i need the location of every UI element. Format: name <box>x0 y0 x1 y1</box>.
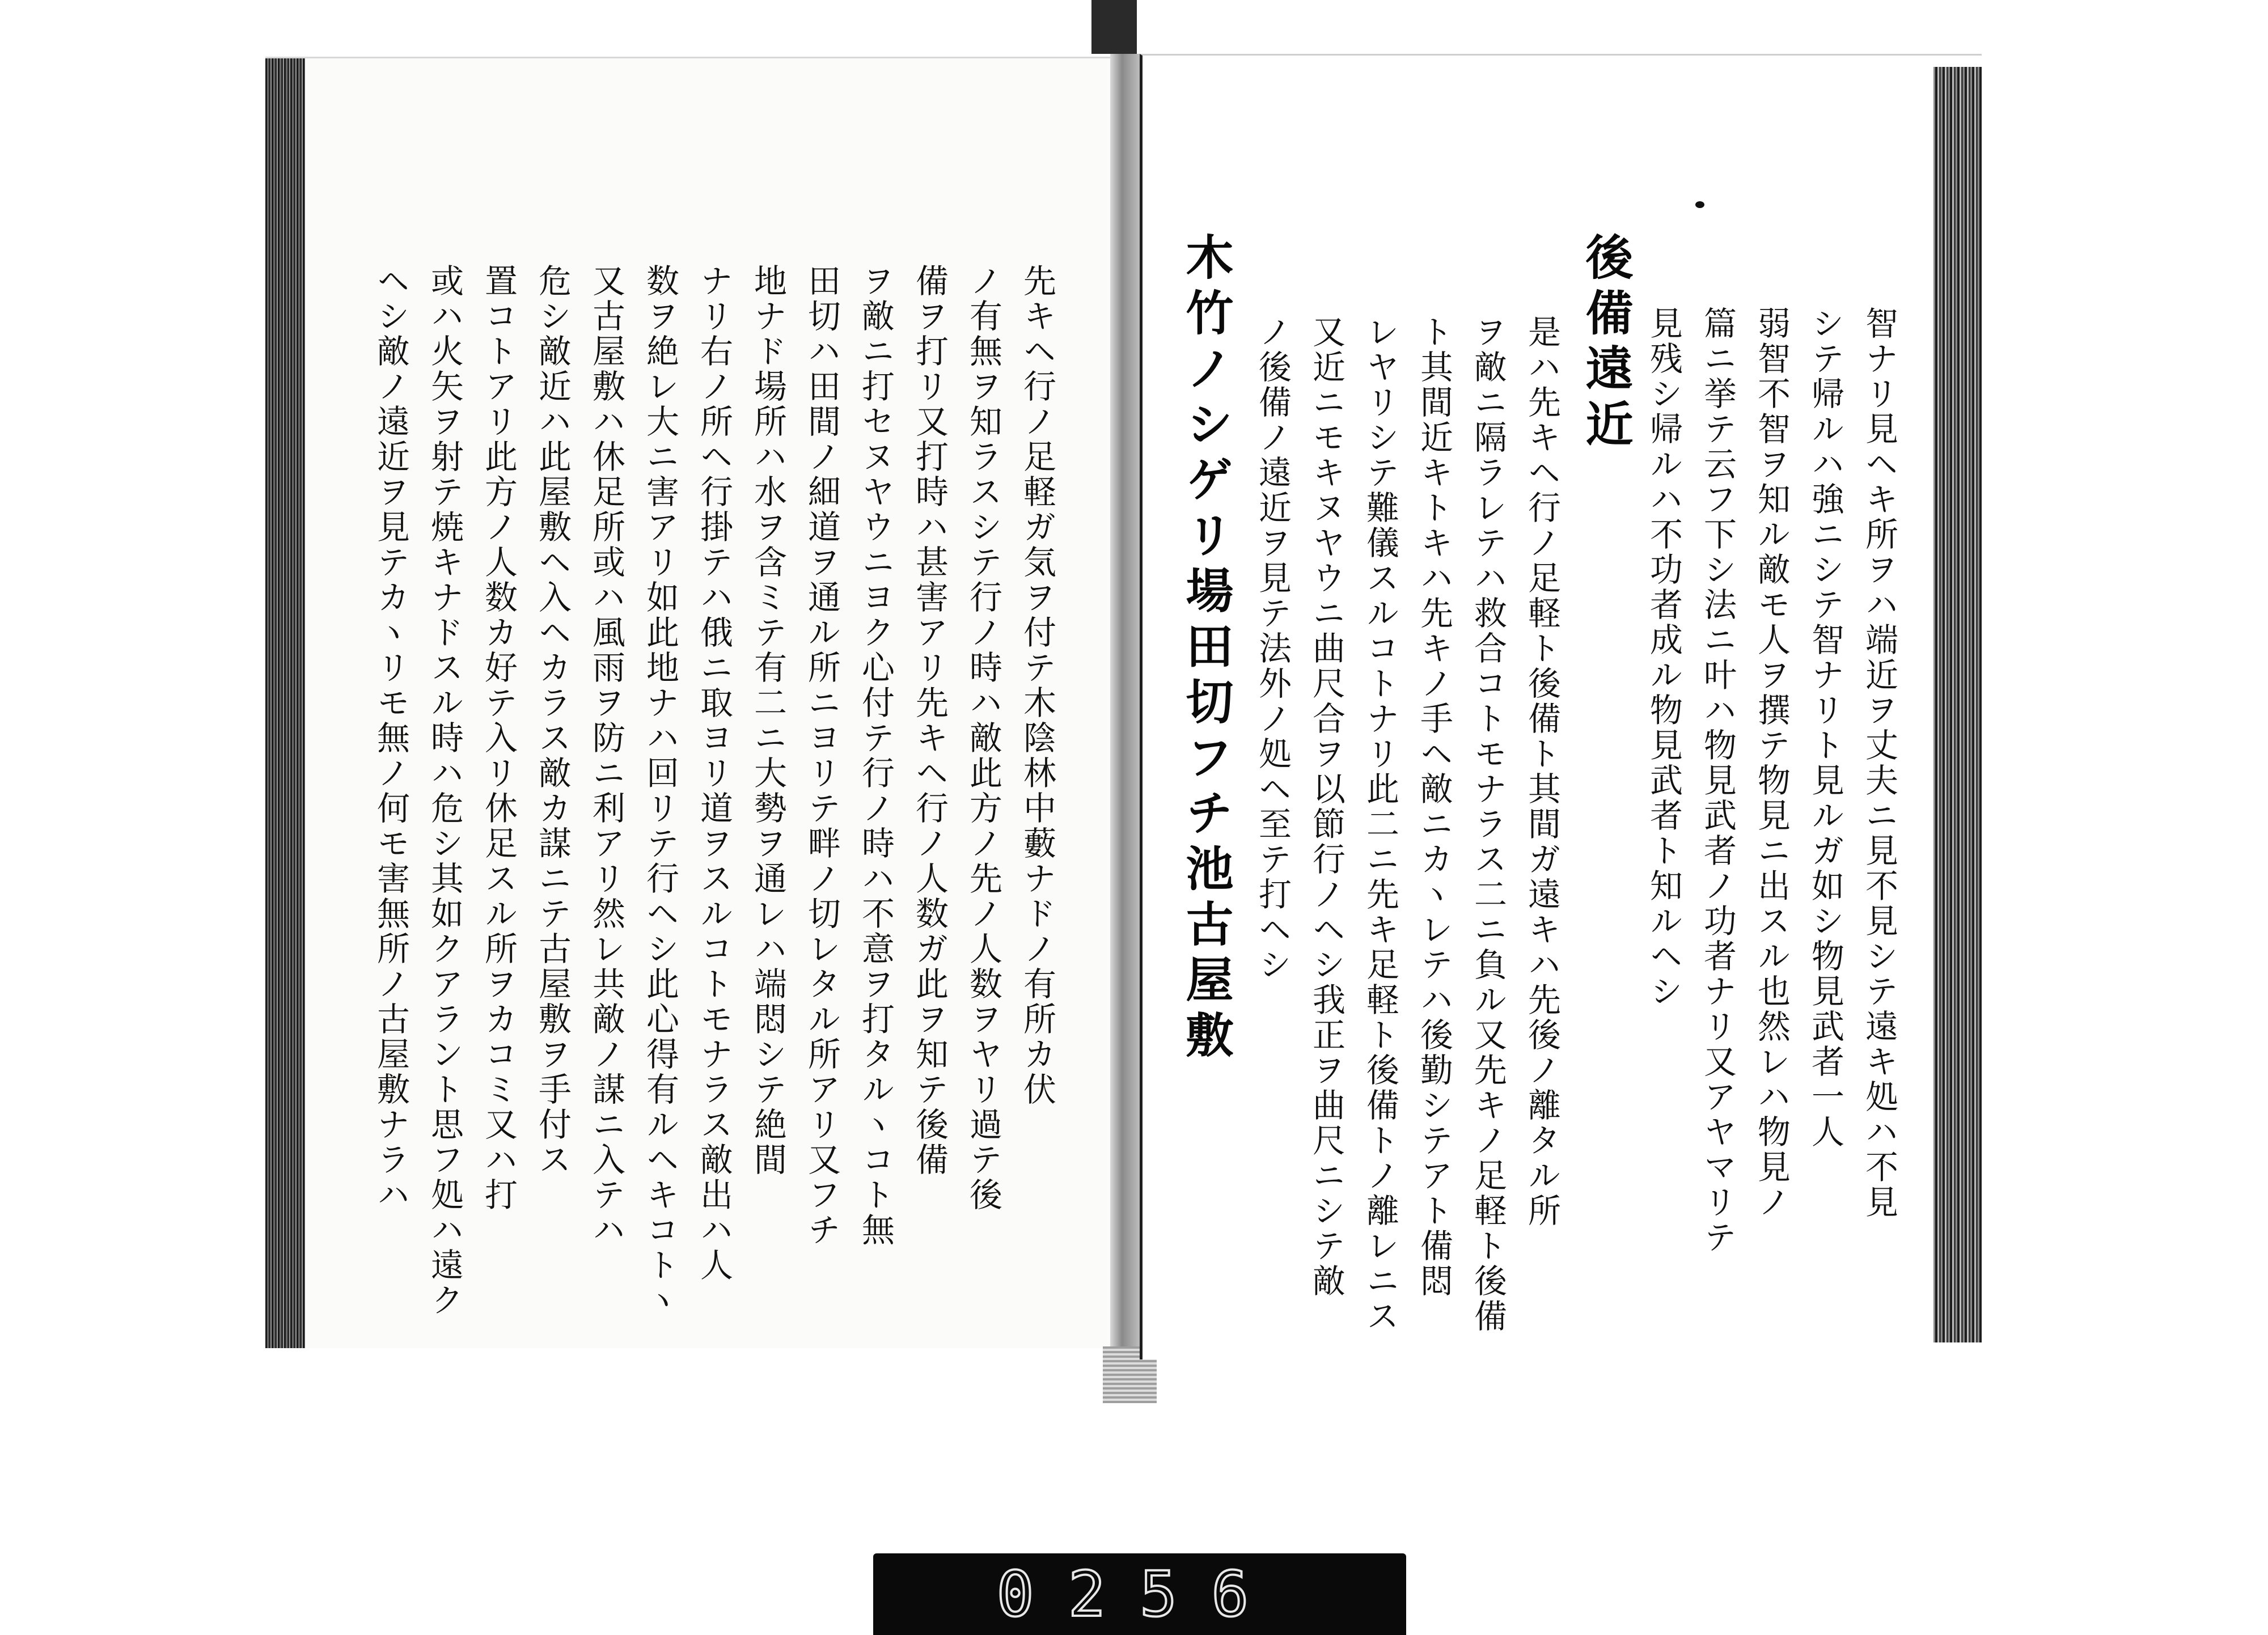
right-text-column: レヤリシテ難儀スルコトナリ此二ニ先キ足軽ト後備トノ離レニス <box>1361 315 1399 1334</box>
right-text-column: シテ帰ルハ強ニシテ智ナリト見ルガ如シ物見武者一人 <box>1806 306 1844 1150</box>
right-text-column: 弱智不智ヲ知ル敵モ人ヲ撰テ物見ニ出スル也然レハ物見ノ <box>1752 306 1791 1220</box>
left-text-column: 先キヘ行ノ足軽ガ気ヲ付テ木陰林中藪ナドノ有所カ伏 <box>1018 264 1056 1107</box>
left-text-column: 地ナド場所ハ水ヲ含ミテ有二ニ大勢ヲ通レハ端悶シテ絶間 <box>748 264 787 1177</box>
section-heading: 木竹ノシゲリ場田切フチ池古屋敷 <box>1178 232 1234 1066</box>
right-text-column: 是ハ先キヘ行ノ足軽ト後備ト其間ガ遠キハ先後ノ離タル所 <box>1522 315 1561 1229</box>
right-text-column: 篇ニ挙テ云フ下シ法ニ叶ハ物見武者ノ功者ナリ又アヤマリテ <box>1698 306 1737 1255</box>
binding-strip-top <box>1091 0 1137 54</box>
left-text-column: 数ヲ絶レ大ニ害アリ如此地ナハ回リテ行ヘシ此心得有ルヘキコトヽ <box>641 264 679 1318</box>
section-heading: 後備遠近 <box>1578 232 1634 455</box>
left-text-column: ノ有無ヲ知ラスシテ行ノ時ハ敵此方ノ先ノ人数ヲヤリ過テ後 <box>964 264 1002 1213</box>
left-page-edge <box>265 58 305 1348</box>
right-text-column: ヲ敵ニ隔ラレテハ救合コトモナラス二ニ負ル又先キノ足軽ト後備 <box>1469 315 1507 1334</box>
right-text-column: ト其間近キトキハ先キノ手ヘ敵ニカヽレテハ後勤シテアト備悶 <box>1415 315 1453 1299</box>
stamp-number: 0256 <box>996 1558 1283 1630</box>
right-text-column: 又近ニモキヌヤウニ曲尺合ヲ以節行ノヘシ我正ヲ曲尺ニシテ敵 <box>1307 315 1345 1299</box>
left-text-column: ナリ右ノ所ヘ行掛テハ俄ニ取ヨリ道ヲスルコトモナラス敵出ハ人 <box>695 264 733 1283</box>
ink-dot <box>1695 201 1704 208</box>
book-gutter <box>1110 54 1140 1375</box>
right-text-column: 智ナリ見ヘキ所ヲハ端近ヲ丈夫ニ見不見シテ遠キ処ハ不見 <box>1860 306 1898 1220</box>
left-text-column: ヲ敵ニ打セヌヤウニヨク心付テ行ノ時ハ不意ヲ打タルヽコト無 <box>856 264 895 1248</box>
left-text-column: ヘシ敵ノ遠近ヲ見テカヽリモ無ノ何モ害無所ノ古屋敷ナラハ <box>371 264 410 1213</box>
right-text-column: ノ後備ノ遠近ヲ見テ法外ノ処ヘ至テ打ヘシ <box>1253 315 1292 982</box>
left-text-column: 置コトアリ此方ノ人数カ好テ入リ休足スル所ヲカコミ又ハ打 <box>479 264 518 1213</box>
right-page-edge <box>1933 67 1982 1342</box>
left-text-column: 又古屋敷ハ休足所或ハ風雨ヲ防ニ利アリ然レ共敵ノ謀ニ入テハ <box>587 264 625 1248</box>
left-text-column: 危シ敵近ハ此屋敷ヘ入ヘカラス敵カ謀ニテ古屋敷ヲ手付ス <box>533 264 572 1177</box>
left-text-column: 或ハ火矢ヲ射テ焼キナドスル時ハ危シ其如クアラント思フ処ハ遠ク <box>425 264 464 1318</box>
left-text-column: 備ヲ打リ又打時ハ甚害アリ先キヘ行ノ人数ガ此ヲ知テ後備 <box>910 264 949 1177</box>
archive-number-stamp <box>873 1553 1406 1635</box>
left-text-column: 田切ハ田間ノ細道ヲ通ル所ニヨリテ畔ノ切レタル所アリ又フチ <box>802 264 841 1248</box>
right-text-column: 見残シ帰ルハ不功者成ル物見武者ト知ルヘシ <box>1644 306 1683 1009</box>
